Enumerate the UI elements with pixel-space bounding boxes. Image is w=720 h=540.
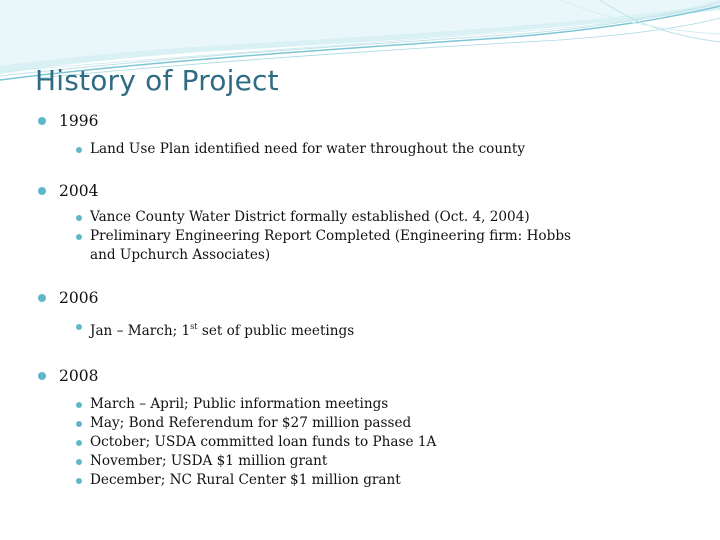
slide-title: History of Project bbox=[35, 64, 279, 97]
section-2008 bbox=[38, 363, 678, 490]
sub-list bbox=[38, 140, 678, 159]
bullet-icon bbox=[76, 478, 82, 484]
bullet-icon bbox=[76, 421, 82, 427]
header-wave-decoration bbox=[0, 0, 720, 120]
item-text: October; USDA committed loan funds to Phase 1A bbox=[90, 434, 437, 450]
sub-list bbox=[38, 208, 678, 265]
bullet-icon bbox=[76, 215, 82, 221]
section-2004 bbox=[38, 178, 678, 265]
section-year: 2004 bbox=[59, 182, 99, 200]
list-item bbox=[38, 395, 678, 414]
bullet-level1 bbox=[38, 363, 678, 389]
bullet-level1 bbox=[38, 108, 678, 134]
item-text: November; USDA $1 million grant bbox=[90, 453, 328, 469]
list-item bbox=[38, 317, 678, 341]
list-item bbox=[38, 140, 678, 159]
list-item bbox=[38, 227, 678, 265]
item-text: Jan – March; 1st set of public meetings bbox=[90, 322, 355, 339]
section-2006 bbox=[38, 285, 678, 341]
list-item bbox=[38, 414, 678, 433]
section-year: 2006 bbox=[59, 289, 99, 307]
bullet-icon bbox=[38, 117, 46, 125]
bullet-level1 bbox=[38, 178, 678, 204]
sub-list bbox=[38, 395, 678, 490]
list-item bbox=[38, 433, 678, 452]
item-text: December; NC Rural Center $1 million grant bbox=[90, 472, 401, 488]
bullet-icon bbox=[38, 187, 46, 195]
list-item bbox=[38, 471, 678, 490]
bullet-icon bbox=[76, 459, 82, 465]
section-year: 2008 bbox=[59, 367, 99, 385]
bullet-icon bbox=[76, 234, 82, 240]
bullet-icon bbox=[76, 324, 82, 330]
section-year: 1996 bbox=[59, 112, 99, 130]
bullet-icon bbox=[38, 294, 46, 302]
bullet-icon bbox=[76, 147, 82, 153]
slide-content bbox=[38, 108, 678, 490]
item-text: May; Bond Referendum for $27 million passed bbox=[90, 415, 412, 431]
item-text: Preliminary Engineering Report Completed (Engineering firm: Hobbs and Upchurch Associates) bbox=[90, 228, 571, 263]
section-1996 bbox=[38, 108, 678, 159]
list-item bbox=[38, 452, 678, 471]
list-item bbox=[38, 208, 678, 227]
sub-list bbox=[38, 317, 678, 341]
bullet-icon bbox=[76, 402, 82, 408]
item-text: Land Use Plan identified need for water throughout the county bbox=[90, 141, 526, 157]
item-text: Vance County Water District formally established (Oct. 4, 2004) bbox=[90, 209, 530, 225]
bullet-icon bbox=[76, 440, 82, 446]
bullet-level1 bbox=[38, 285, 678, 311]
bullet-icon bbox=[38, 372, 46, 380]
item-text: March – April; Public information meetings bbox=[90, 396, 389, 412]
